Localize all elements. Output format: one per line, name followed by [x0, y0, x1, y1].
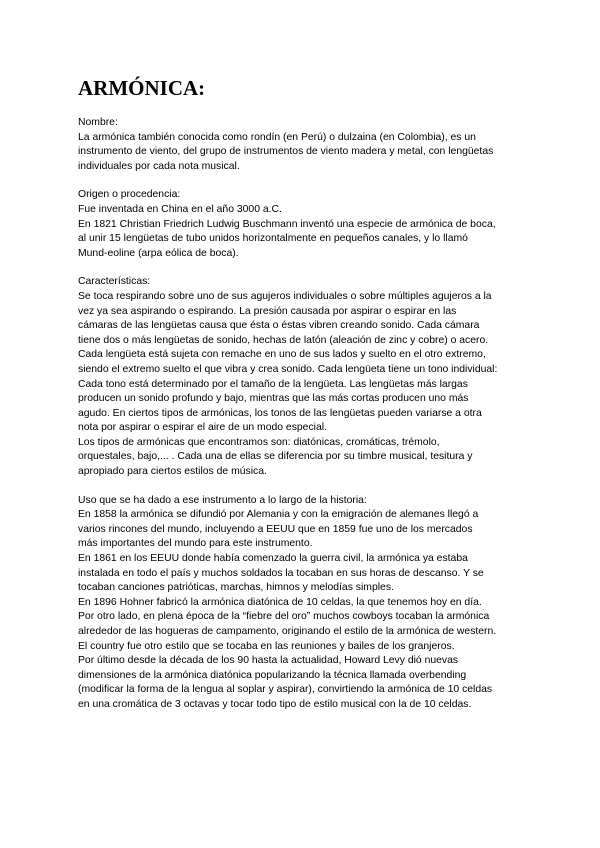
paragraph-line: producen un sonido profundo y bajo, mientras que las más cortas producen uno más — [78, 393, 469, 405]
paragraph-line: individuales por cada nota musical. — [78, 160, 240, 172]
paragraph-line: varios rincones del mundo, incluyendo a EEUU que en 1859 fue uno de los mercados — [78, 523, 473, 535]
paragraph-line: cámaras de las lengüetas causa que ésta o éstas vibren creando sonido. Cada cámara — [78, 320, 480, 332]
section-nombre — [78, 116, 538, 174]
paragraph-line: siendo el extremo suelto el que vibra y crea sonido. Cada lengüeta tiene un tono individual: — [78, 363, 498, 375]
paragraph-line: instalada en todo el país y muchos soldados la tocaban en sus horas de descanso. Y se — [78, 567, 484, 579]
paragraph-line: apropiado para ciertos estilos de música. — [78, 466, 267, 478]
document-body — [78, 116, 538, 713]
section-origen-o-procedencia — [78, 188, 538, 261]
paragraph-line: tocaban canciones patrióticas, marchas, himnos y melodías simples. — [78, 582, 394, 594]
paragraph-line: Por último desde la década de los 90 hasta la actualidad, Howard Levy dió nuevas — [78, 655, 459, 667]
document-page — [78, 74, 538, 727]
paragraph-line: La armónica también conocida como rondín (en Perú) o dulzaina (en Colombia), es un — [78, 131, 476, 143]
paragraph-line: tiene dos o más lengüetas de sonido, hechas de latón (aleación de zinc y cobre) o acero. — [78, 334, 489, 346]
paragraph-line: nota por aspirar o espirar el aire de un modo especial. — [78, 422, 327, 434]
paragraph-line: vez ya sea aspirando o espirando. La presión causada por aspirar o espirar en las — [78, 305, 457, 317]
paragraph-line: en una cromática de 3 octavas y tocar todo tipo de estilo musical con la de 10 celdas. — [78, 698, 472, 710]
paragraph-line: Mund-eoline (arpa eólica de boca). — [78, 247, 239, 259]
document-title: ARMÓNICA: — [78, 76, 206, 100]
paragraph-line: En 1861 en los EEUU donde había comenzado la guerra civil, la armónica ya estaba — [78, 553, 468, 565]
section-heading: Uso que se ha dado a ese instrumento a lo largo de la historia: — [78, 494, 367, 506]
paragraph-line: al unir 15 lengüetas de tubo unidos horizontalmente en pequeños canales, y lo llamó — [78, 233, 468, 245]
paragraph-line: Cada lengüeta está sujeta con remache en uno de sus lados y suelto en el otro extremo, — [78, 349, 486, 361]
paragraph-line: Se toca respirando sobre uno de sus agujeros individuales o sobre múltiples agujeros a la — [78, 290, 492, 302]
paragraph-line: En 1858 la armónica se difundió por Alemania y con la emigración de alemanes llegó a — [78, 509, 479, 521]
paragraph-line: En 1821 Christian Friedrich Ludwig Buschmann inventó una especie de armónica de boca, — [78, 218, 496, 230]
paragraph-line: agudo. En ciertos tipos de armónicas, los tonos de las lengüetas pueden variarse a otra — [78, 407, 482, 419]
section-heading: Nombre: — [78, 117, 118, 128]
section-heading: Origen o procedencia: — [78, 189, 181, 201]
paragraph-line: En 1896 Hohner fabricó la armónica diatónica de 10 celdas, la que tenemos hoy en día. — [78, 596, 482, 608]
paragraph-line: (modificar la forma de la lengua al soplar y aspirar), convirtiendo la armónica de 10 celdas — [78, 684, 493, 696]
paragraph-line: Fue inventada en China en el año 3000 a.C. — [78, 203, 282, 215]
section-heading: Características: — [78, 276, 151, 288]
paragraph-line: El country fue otro estilo que se tocaba en las reuniones y bailes de los granjeros. — [78, 640, 455, 652]
section-uso-que-se-ha-dado-a-ese-instr — [78, 494, 538, 713]
paragraph-line: Los tipos de armónicas que encontramos son: diatónicas, cromáticas, trémolo, — [78, 436, 440, 448]
paragraph-line: dimensiones de la armónica diatónica popularizando la técnica llamada overbending — [78, 669, 467, 681]
paragraph-line: orquestales, bajo,... . Cada una de ellas se diferencia por su timbre musical, tesitura y — [78, 451, 473, 463]
paragraph-line: instrumento de viento, del grupo de instrumentos de viento madera y metal, con lengüetas — [78, 146, 494, 158]
paragraph-line: alrededor de las hogueras de campamento, originando el estilo de la armónica de western. — [78, 626, 497, 637]
paragraph-line: Por otro lado, en plena época de la “fiebre del oro” muchos cowboys tocaban la armónica — [78, 611, 490, 623]
paragraph-line: más importantes del mundo para este instrumento. — [78, 538, 313, 550]
paragraph-line: Cada tono está determinado por el tamaño de la lengüeta. Las lengüetas más largas — [78, 378, 468, 390]
section-caracteristicas — [78, 275, 538, 479]
